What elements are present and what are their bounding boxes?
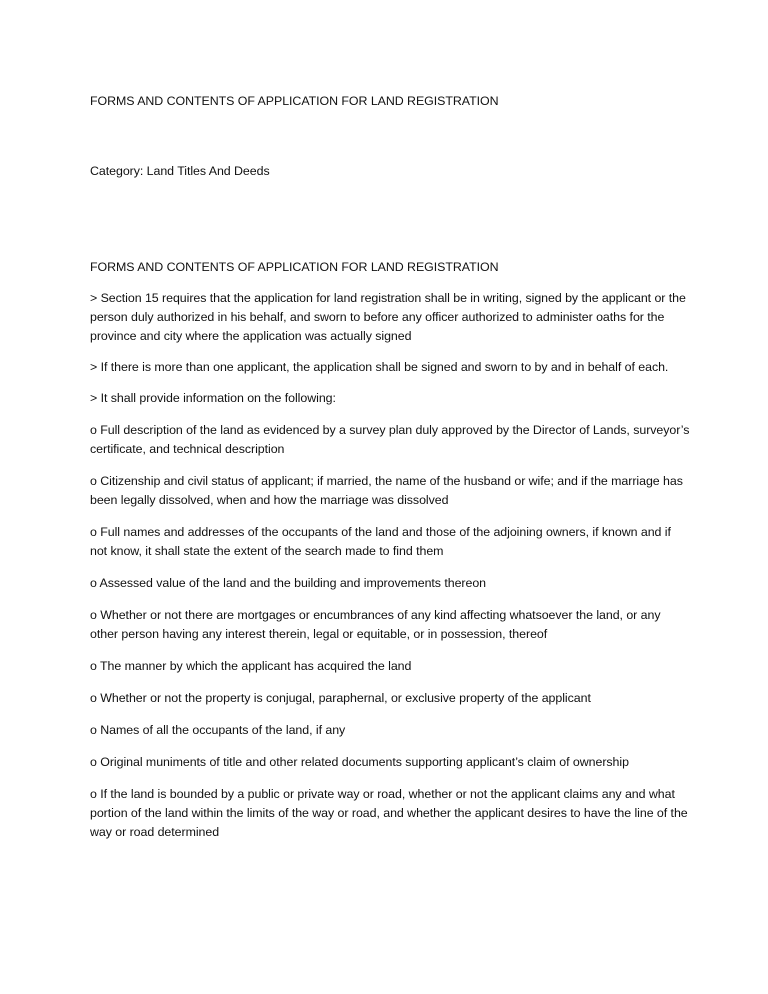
document-content <box>90 92 690 842</box>
list-item: o Full description of the land as evidenced by a survey plan duly approved by the Director of Lands, surveyor’s certificate, and technical description <box>90 423 690 456</box>
list-item: o Whether or not there are mortgages or encumbrances of any kind affecting whatsoever the land, or any other person having any interest therein, legal or equitable, or in possession, thereof <box>90 608 661 641</box>
paragraph-multiple-applicants: > If there is more than one applicant, the application shall be signed and sworn to by and in behalf of each. <box>90 360 669 374</box>
paragraph-section-15: > Section 15 requires that the application for land registration shall be in writing, signed by the applicant or the person duly authorized in his behalf, and sworn to before any officer authorized to administer oaths for the province and city where the application was actually signed <box>90 291 686 343</box>
information-list <box>90 421 690 842</box>
document-category: Category: Land Titles And Deeds <box>90 164 270 178</box>
paragraph-information-list-intro: > It shall provide information on the following: <box>90 391 336 405</box>
list-item: o If the land is bounded by a public or private way or road, whether or not the applicant claims any and what portion of the land within the limits of the way or road, and whether the applicant desires to have the line of the way or road determined <box>90 787 688 839</box>
document-title: FORMS AND CONTENTS OF APPLICATION FOR LAND REGISTRATION <box>90 94 499 108</box>
list-item: o Whether or not the property is conjugal, paraphernal, or exclusive property of the applicant <box>90 691 591 705</box>
list-item: o Citizenship and civil status of applicant; if married, the name of the husband or wife; and if the marriage has been legally dissolved, when and how the marriage was dissolved <box>90 474 683 507</box>
list-item: o Full names and addresses of the occupants of the land and those of the adjoining owners, if known and if not know, it shall state the extent of the search made to find them <box>90 525 671 558</box>
list-item: o The manner by which the applicant has acquired the land <box>90 659 412 673</box>
list-item: o Original muniments of title and other related documents supporting applicant’s claim of ownership <box>90 755 629 769</box>
intro-paragraphs <box>90 289 690 408</box>
list-item: o Assessed value of the land and the building and improvements thereon <box>90 576 487 590</box>
list-item: o Names of all the occupants of the land, if any <box>90 723 346 737</box>
section-title: FORMS AND CONTENTS OF APPLICATION FOR LAND REGISTRATION <box>90 260 499 274</box>
